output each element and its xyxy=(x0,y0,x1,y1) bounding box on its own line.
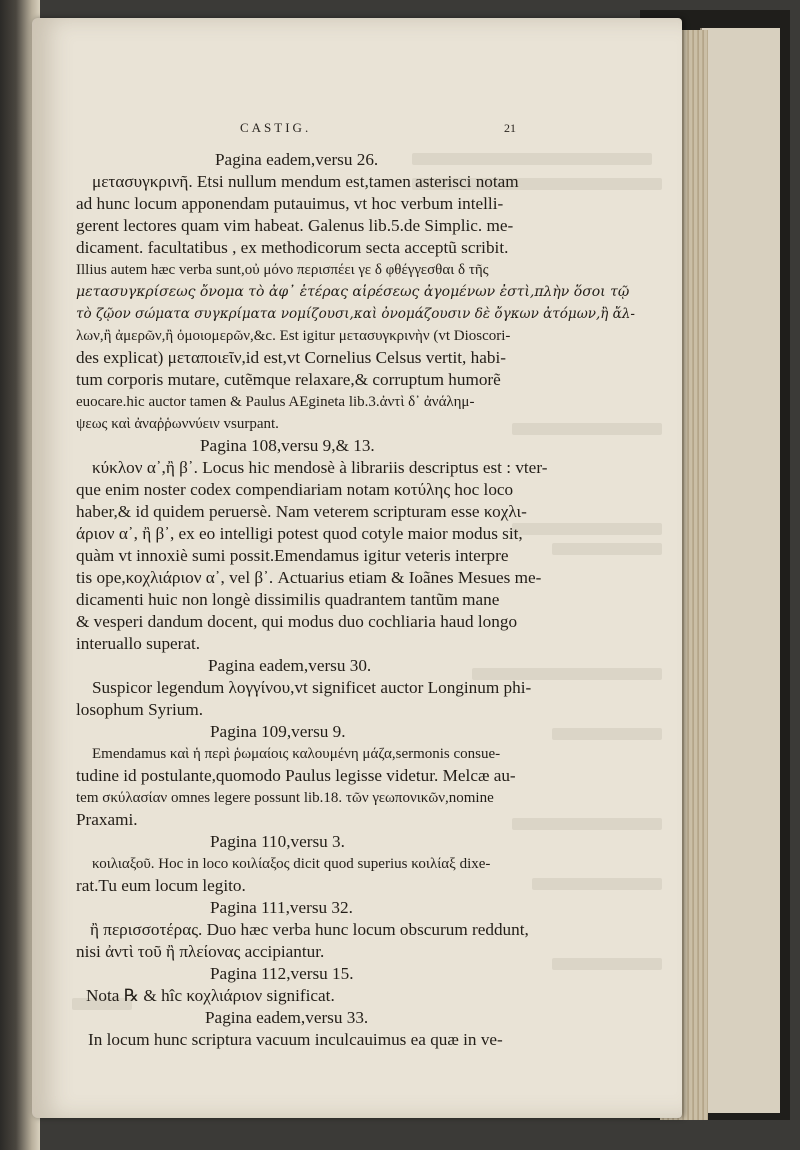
section-heading: Pagina 108,versu 9,& 13. xyxy=(200,436,375,455)
text-line: tis ope,κοχλιάριον α᾽, vel β᾽. Actuarius etiam & Ioãnes Mesues me- xyxy=(76,568,542,587)
text-line: Emendamus καὶ ἡ περὶ ῥωμαίοις καλουμένη μάζα,sermonis consue- xyxy=(92,746,501,762)
text-line: & vesperi dandum docent, qui modus duo cochliaria haud longo xyxy=(76,612,518,631)
section-heading: Pagina eadem,versu 26. xyxy=(215,150,379,169)
text-line: gerent lectores quam vim habeat. Galenus lib.5.de Simplic. me- xyxy=(76,216,514,235)
text-line: haber,& id quidem peruersè. Nam veterem scripturam esse κοχλι- xyxy=(76,502,527,521)
section-heading: Pagina eadem,versu 30. xyxy=(208,656,372,675)
text-line: Praxami. xyxy=(76,810,138,829)
section-heading: Pagina eadem,versu 33. xyxy=(205,1008,369,1027)
text-line: quàm vt innoxiè sumi possit.Emendamus igitur veteris interpre xyxy=(76,546,509,565)
running-head: CASTIG. xyxy=(240,120,312,135)
page-number: 21 xyxy=(504,121,516,135)
text-line: Illius autem hæc verba sunt,οὐ μόνο περισπέει γε δ φθέγγεσθαι δ τῆς xyxy=(76,262,489,278)
text-line: dicament. facultatibus , ex methodicorum secta acceptũ scribit. xyxy=(76,238,509,257)
text-line: άριον α᾽, ἢ β᾽, ex eo intelligi potest quod cotyle maior modus sit, xyxy=(76,524,523,543)
section-heading: Pagina 111,versu 32. xyxy=(210,898,353,917)
text-line: que enim noster codex compendiariam notam κοτύλης hoc loco xyxy=(76,480,514,499)
greek-text-line: τὸ ζῷον σώματα συγκρίματα νομίζουσι,καὶ ὀνομάζουσιν δὲ ὄγκων ἀτόμων,ἢ ἄλ- xyxy=(76,306,635,322)
text-line: ἢ περισσοτέρας. Duo hæc verba hunc locum obscurum reddunt, xyxy=(90,920,529,939)
text-line: nisi ἀντὶ τοῦ ἢ πλείονας accipiantur. xyxy=(76,942,325,961)
text-line: tem σκύλασίαν omnes legere possunt lib.18. τῶν γεωπονικῶν,nomine xyxy=(76,790,494,806)
facing-page-edge xyxy=(700,28,780,1113)
text-line: tudine id postulante,quomodo Paulus legisse videtur. Melcæ au- xyxy=(76,766,516,785)
text-line: ψεως καὶ ἀναῤῥωννύειν vsurpant. xyxy=(76,416,279,432)
section-heading: Pagina 109,versu 9. xyxy=(210,722,346,741)
text-line: Nota ℞ & hîc κοχλιάριον significat. xyxy=(86,986,335,1005)
text-line: losophum Syrium. xyxy=(76,700,204,719)
text-line: Suspicor legendum λογγίνου,vt significet auctor Longinum phi- xyxy=(92,678,532,697)
section-heading: Pagina 110,versu 3. xyxy=(210,832,345,851)
greek-text-line: μετασυγκρίσεως ὄνομα τὸ ἀφ᾽ ἑτέρας αἱρέσεως ἀγομένων ἐστὶ,πλὴν ὅσοι τῷ xyxy=(76,284,630,300)
text-line: In locum hunc scriptura vacuum inculcauimus ea quæ in ve- xyxy=(88,1030,503,1049)
text-line: rat.Tu eum locum legito. xyxy=(76,876,246,895)
text-line: interuallo superat. xyxy=(76,634,201,653)
text-line: tum corporis mutare, cutẽmque relaxare,& corruptum humorẽ xyxy=(76,370,501,389)
text-line: ad hunc locum apponendam putauimus, vt hoc verbum intelli- xyxy=(76,194,504,213)
section-heading: Pagina 112,versu 15. xyxy=(210,964,354,983)
text-line: μετασυγκρινῆ. Etsi nullum mendum est,tamen asterisci notam xyxy=(92,172,519,191)
text-line: dicamenti huic non longè dissimilis quadrantem tantũm mane xyxy=(76,590,500,609)
text-line: des explicat) μεταποιεῖν,id est,vt Cornelius Celsus vertit, habi- xyxy=(76,348,506,367)
text-line: κύκλον α᾽,ἢ β᾽. Locus hic mendosè à librariis descriptus est : vter- xyxy=(92,458,548,477)
text-line: λων,ἢ ἀμερῶν,ἢ ὁμοιομερῶν,&c. Est igitur μετασυγκρινὴν (vt Dioscori- xyxy=(76,328,511,344)
text-line: κοιλιαξοῦ. Hoc in loco κοιλίαξος dicit quod superius κοιλίαξ dixe- xyxy=(92,856,491,872)
text-line: euocare.hic auctor tamen & Paulus AEgineta lib.3.ἀντὶ δ᾽ ἀνάλημ- xyxy=(76,394,475,410)
